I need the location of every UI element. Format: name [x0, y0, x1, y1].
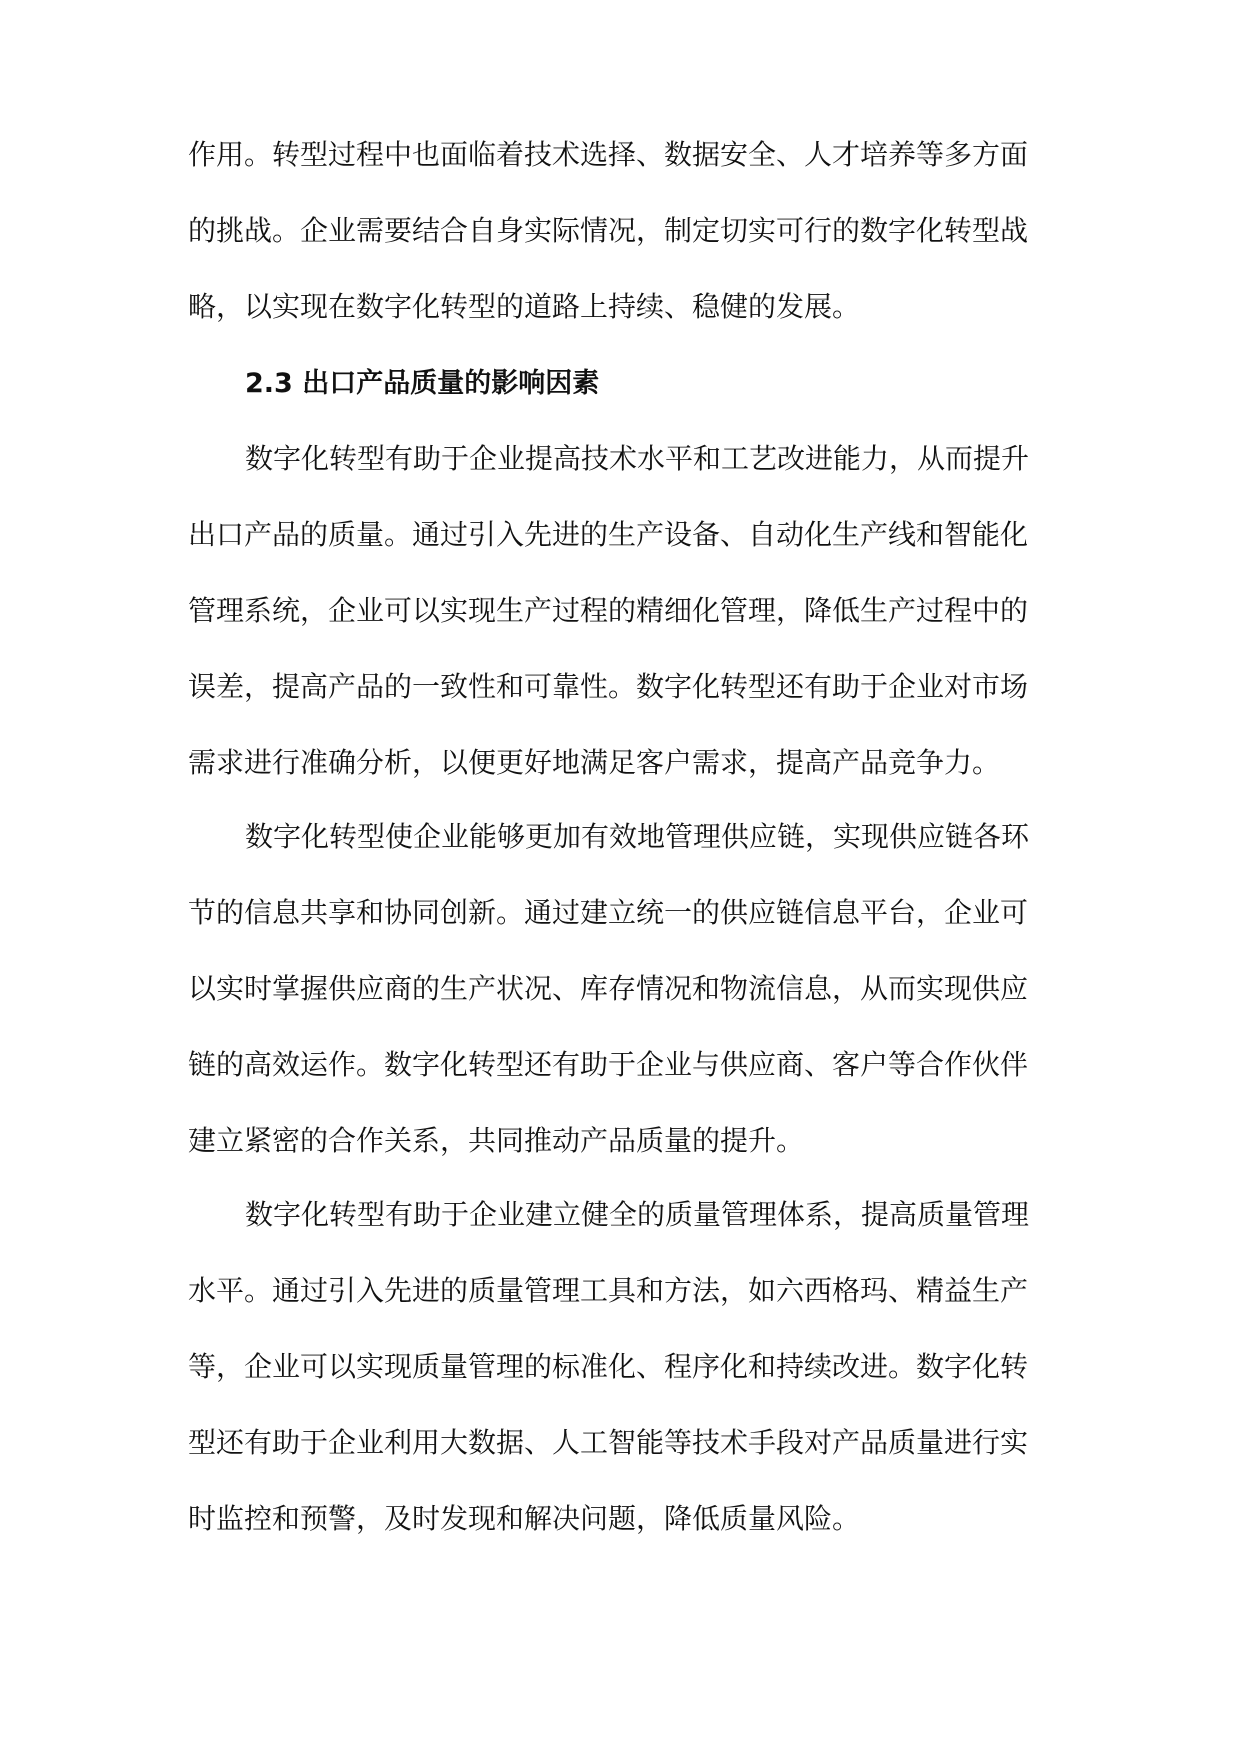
paragraph-line: 的挑战。企业需要结合自身实际情况，制定切实可行的数字化转型战 — [188, 214, 1029, 247]
paragraph-line: 数字化转型有助于企业建立健全的质量管理体系，提高质量管理 — [245, 1198, 1030, 1231]
paragraph-line: 误差，提高产品的一致性和可靠性。数字化转型还有助于企业对市场 — [188, 670, 1029, 703]
paragraph-line: 出口产品的质量。通过引入先进的生产设备、自动化生产线和智能化 — [188, 518, 1029, 551]
paragraph-line: 略，以实现在数字化转型的道路上持续、稳健的发展。 — [188, 290, 861, 323]
intro-paragraph — [188, 117, 1054, 345]
paragraph-line: 以实时掌握供应商的生产状况、库存情况和物流信息，从而实现供应 — [188, 972, 1029, 1005]
paragraph-line: 链的高效运作。数字化转型还有助于企业与供应商、客户等合作伙伴 — [188, 1048, 1029, 1081]
paragraph-line: 型还有助于企业利用大数据、人工智能等技术手段对产品质量进行实 — [188, 1426, 1029, 1459]
section-heading-block — [188, 346, 1054, 422]
paragraph-3 — [188, 1177, 1054, 1557]
paragraph-line: 数字化转型使企业能够更加有效地管理供应链，实现供应链各环 — [245, 820, 1030, 853]
paragraph-line: 建立紧密的合作关系，共同推动产品质量的提升。 — [188, 1124, 805, 1157]
paragraph-line: 数字化转型有助于企业提高技术水平和工艺改进能力，从而提升 — [245, 442, 1030, 475]
paragraph-line: 水平。通过引入先进的质量管理工具和方法，如六西格玛、精益生产 — [188, 1274, 1029, 1307]
paragraph-line: 作用。转型过程中也面临着技术选择、数据安全、人才培养等多方面 — [188, 138, 1029, 171]
paragraph-line: 管理系统，企业可以实现生产过程的精细化管理，降低生产过程中的 — [188, 594, 1029, 627]
paragraph-1 — [188, 421, 1054, 801]
section-heading: 2.3 出口产品质量的影响因素 — [245, 368, 600, 399]
paragraph-line: 节的信息共享和协同创新。通过建立统一的供应链信息平台，企业可 — [188, 896, 1029, 929]
paragraph-2 — [188, 799, 1054, 1179]
paragraph-line: 等，企业可以实现质量管理的标准化、程序化和持续改进。数字化转 — [188, 1350, 1029, 1383]
paragraph-line: 需求进行准确分析，以便更好地满足客户需求，提高产品竞争力。 — [188, 746, 1001, 779]
paragraph-line: 时监控和预警，及时发现和解决问题，降低质量风险。 — [188, 1502, 861, 1535]
